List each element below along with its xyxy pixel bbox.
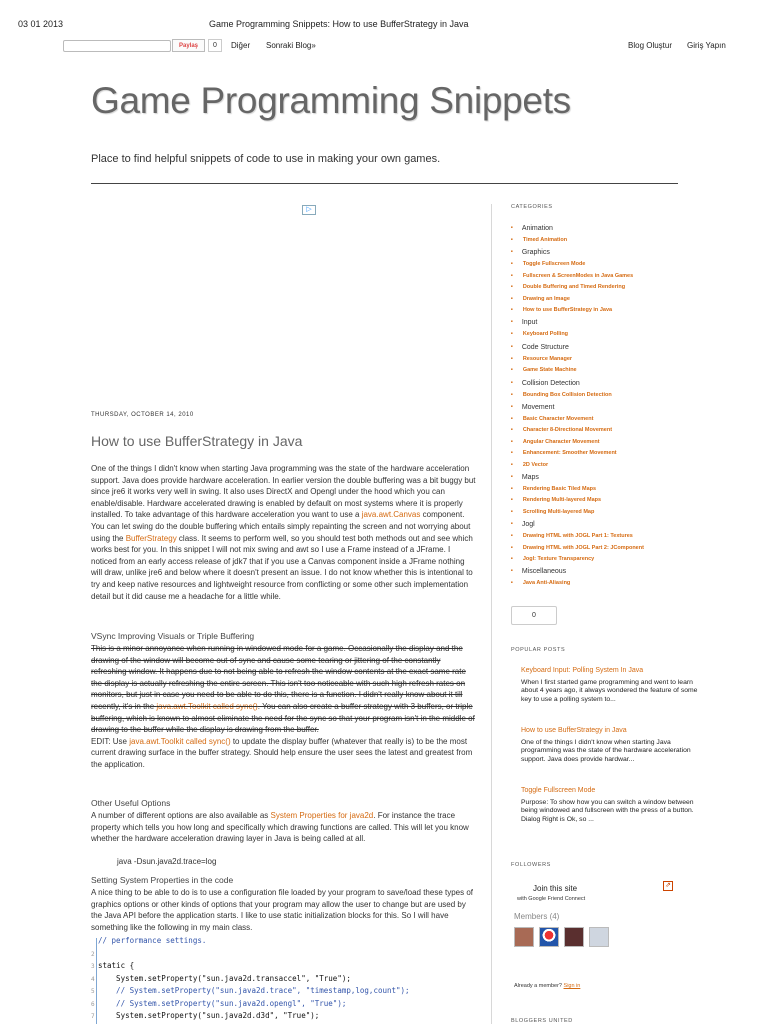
post-date: THURSDAY, OCTOBER 14, 2010 <box>91 412 194 418</box>
header-divider <box>91 183 678 184</box>
setting-properties-paragraph: A nice thing to be able to do is to use a configuration file loaded by your program to save/load these types of graphics options or other kinds of options that your program may allow the user to change but are used by the Java API before the application starts. I like to use static initialization blocks for this. So I will have something like the following in my main class. <box>91 888 474 932</box>
category-link[interactable]: ■ Enhancement: Smoother Movement <box>511 450 617 456</box>
category-link[interactable]: ■ Drawing HTML with JOGL Part 1: Textures <box>511 533 633 539</box>
line-number: 6 <box>91 1000 95 1008</box>
member-avatar[interactable] <box>564 927 584 947</box>
code-text: // System.setProperty("sun.java2d.opengl", "True"); <box>98 998 347 1008</box>
category-item: ■ Maps <box>511 474 539 481</box>
sign-in-link[interactable]: Giriş Yapın <box>687 41 726 50</box>
popular-post-title[interactable]: How to use BufferStrategy in Java <box>521 727 627 734</box>
line-number: 7 <box>91 1013 95 1020</box>
category-item: ■ Code Structure <box>511 344 569 351</box>
code-line <box>91 949 98 958</box>
category-item: ■ Movement <box>511 404 555 411</box>
setting-properties-heading: Setting System Properties in the code <box>91 875 234 885</box>
bufferstrategy-link[interactable]: BufferStrategy <box>125 533 177 543</box>
category-link[interactable]: ■ Character 8-Directional Movement <box>511 427 612 433</box>
category-item: ■ Graphics <box>511 249 550 256</box>
code-line <box>91 986 410 995</box>
more-link[interactable]: Diğer <box>231 41 251 50</box>
category-link[interactable]: ■ Drawing HTML with JOGL Part 2: JComponent <box>511 545 644 551</box>
line-number: 5 <box>91 988 95 995</box>
category-link[interactable]: ■ Double Buffering and Timed Rendering <box>511 284 625 290</box>
popular-post-title[interactable]: Toggle Fullscreen Mode <box>521 787 596 794</box>
member-avatar[interactable] <box>589 927 609 947</box>
category-link[interactable]: ■ Keyboard Polling <box>511 331 568 337</box>
share-button[interactable]: Paylaş <box>172 39 205 52</box>
popular-post-excerpt: When I first started game programming and went to learn about 4 years ago, it always wondered the feature of some key to use a polling system to... <box>521 679 698 703</box>
toolkit-sync-edit-link[interactable]: java.awt.Toolkit called sync() <box>129 736 231 746</box>
post-title[interactable]: How to use BufferStrategy in Java <box>91 433 303 449</box>
print-title: Game Programming Snippets: How to use BufferStrategy in Java <box>209 19 469 29</box>
code-line <box>91 1011 319 1020</box>
code-text: System.setProperty("sun.java2d.d3d", "True"); <box>98 1011 320 1020</box>
code-text: static { <box>98 961 135 970</box>
sidebar-divider <box>491 204 492 1024</box>
other-options-heading: Other Useful Options <box>91 798 171 808</box>
popular-post-title[interactable]: Keyboard Input: Polling System In Java <box>521 667 644 674</box>
system-properties-link[interactable]: System Properties for java2d <box>270 811 374 820</box>
code-text: // System.setProperty("sun.java2d.trace", "timestamp,log,count"); <box>98 986 410 995</box>
navbar-search-input[interactable] <box>63 40 171 52</box>
followers-heading: FOLLOWERS <box>511 862 551 868</box>
post-paragraph: One of the things I didn't know when starting Java programming was the state of the hardware acceleration support. Java does provide hardware acceleration. In earlier version the double buffering was a bit buggy but since jre6 it works very well in swing. It also uses DirectX and Opengl under the hood which you can enable/disable. Hardware accelerated drawing is enabled by default on most systems where it is properly installed. To take advantage of this hardware acceleration you want to use a java.awt.Canvas component. You can let swing do the double buffering which entails simply repainting the screen and not worrying about using the BufferStrategy class. It seems to perform well, so you should test both methods out and see which works best for you. In this snippet I will not mix swing and awt so I use a Frame instead of a JFrame. I noticed from an early access release of jdk7 that if you use a Canvas component inside a JFrame nothing will draw, unlike jre6 and below where it doesn't present an issue. I do not know whether this is intentional to try and keep native resources and lightweight resource from conflicting or some other such implementation detail but it did cause me a headache for a little while. <box>91 464 476 601</box>
visitor-counter: 0 <box>511 606 557 625</box>
line-number: 3 <box>91 963 95 970</box>
line-number: 4 <box>91 975 95 983</box>
category-link[interactable]: ■ Fullscreen & ScreenModes in Java Games <box>511 273 633 279</box>
line-number: 2 <box>91 950 95 958</box>
already-member-text: Already a member? Sign in <box>514 983 581 989</box>
category-item: ■ Animation <box>511 225 553 232</box>
join-site-link[interactable]: Join this site <box>533 884 578 893</box>
create-blog-link[interactable]: Blog Oluştur <box>628 41 673 50</box>
trace-command: java -Dsun.java2d.trace=log <box>117 857 217 866</box>
category-link[interactable]: ■ Bounding Box Collision Detection <box>511 392 612 398</box>
code-line <box>91 999 346 1008</box>
code-line <box>91 961 134 970</box>
category-item: ■ Miscellaneous <box>511 568 566 575</box>
popular-post-excerpt: One of the things I didn't know when starting Java programming was the state of the hardware acceleration support. Java does provide hardwar... <box>521 739 691 763</box>
category-item: ■ Collision Detection <box>511 380 580 387</box>
category-link[interactable]: ■ Angular Character Movement <box>511 439 600 445</box>
code-line <box>91 936 206 945</box>
blog-description: Place to find helpful snippets of code to use in making your own games. <box>91 153 441 165</box>
gfc-caption: with Google Friend Connect <box>517 896 586 902</box>
vsync-paragraph: This is a minor annoyance when running in windowed mode for a game. Occasionally the display and the drawing of the window will become out of sync and cause some tearing or jittering of the constantly refreshing window. It happens due to not being able to refresh the window contents at the exact same rate the display is actually refreshing the entire screen. This isn't too noticeable with such high refresh rates on monitors, but just in case you need to be able to do this, there is a function. I didn't really know about it till recently, it's in the java.awt.Toolkit called sync(). You can also create a buffer strategy with 3 buffers, or triple buffering, which is known to almost eliminate the need for the sync so that your program isn't in the middle of drawing to the buffer while the display is drawing from the buffer. EDIT: Use java.awt.Toolkit called sync() to update the display buffer (whatever that really is) to be the most current drawing surface in the buffer strategy. Should help ensure the user sees the latest and greatest from the application. <box>91 644 475 769</box>
category-link[interactable]: ■ Game State Machine <box>511 367 577 373</box>
canvas-link[interactable]: java.awt.Canvas <box>361 510 421 520</box>
vsync-heading: VSync Improving Visuals or Triple Buffering <box>91 631 255 641</box>
print-date: 03 01 2013 <box>18 19 64 29</box>
code-text: // performance settings. <box>98 936 207 945</box>
ad-choices-icon[interactable]: ▷ <box>302 205 316 215</box>
bloggers-united-heading: BLOGGERS UNITED <box>511 1018 573 1024</box>
category-link[interactable]: ■ Rendering Basic Tiled Maps <box>511 486 596 492</box>
category-link[interactable]: ■ Timed Animation <box>511 237 567 243</box>
category-link[interactable]: ■ Java Anti-Aliasing <box>511 580 570 586</box>
next-blog-link[interactable]: Sonraki Blog» <box>266 41 316 50</box>
code-text: System.setProperty("sun.java2d.transaccel", "True"); <box>98 973 351 983</box>
other-options-paragraph: A number of different options are also available as System Properties for java2d. For instance the trace property which tells you how long and specifically which drawing functions are called. This will let you know whether the hardware acceleration drawing layer in Java is being called at all. <box>91 811 469 844</box>
category-link[interactable]: ■ Resource Manager <box>511 356 572 362</box>
categories-heading: CATEGORIES <box>511 204 553 210</box>
category-item: ■ Input <box>511 319 537 326</box>
toolkit-sync-link[interactable]: java.awt.Toolkit called sync() <box>156 701 258 711</box>
popular-post-excerpt: Purpose: To show how you can switch a window between being windowed and fullscreen with the press of a button. Dialog Right is Ok, so ... <box>521 799 694 823</box>
category-item: ■ Jogl <box>511 521 535 528</box>
popular-posts-heading: POPULAR POSTS <box>511 647 566 653</box>
gfc-icon[interactable]: ⇗ <box>663 881 673 891</box>
blog-title[interactable]: Game Programming Snippets <box>91 80 571 121</box>
member-avatar[interactable] <box>539 927 559 947</box>
category-link[interactable]: ■ Jogl: Texture Transparency <box>511 556 594 562</box>
category-link[interactable]: ■ Basic Character Movement <box>511 416 593 422</box>
code-line <box>91 974 351 983</box>
category-link[interactable]: ■ How to use BufferStrategy in Java <box>511 307 612 313</box>
share-count: 0 <box>208 39 222 52</box>
category-link[interactable]: ■ 2D Vector <box>511 462 548 468</box>
member-avatar[interactable] <box>514 927 534 947</box>
category-link[interactable]: ■ Rendering Multi-layered Maps <box>511 497 601 503</box>
category-link[interactable]: ■ Scrolling Multi-layered Map <box>511 509 594 515</box>
category-link[interactable]: ■ Drawing an Image <box>511 296 570 302</box>
members-count: Members (4) <box>514 912 560 921</box>
category-link[interactable]: ■ Toggle Fullscreen Mode <box>511 261 585 267</box>
followers-sign-in-link[interactable]: Sign in <box>563 983 581 989</box>
